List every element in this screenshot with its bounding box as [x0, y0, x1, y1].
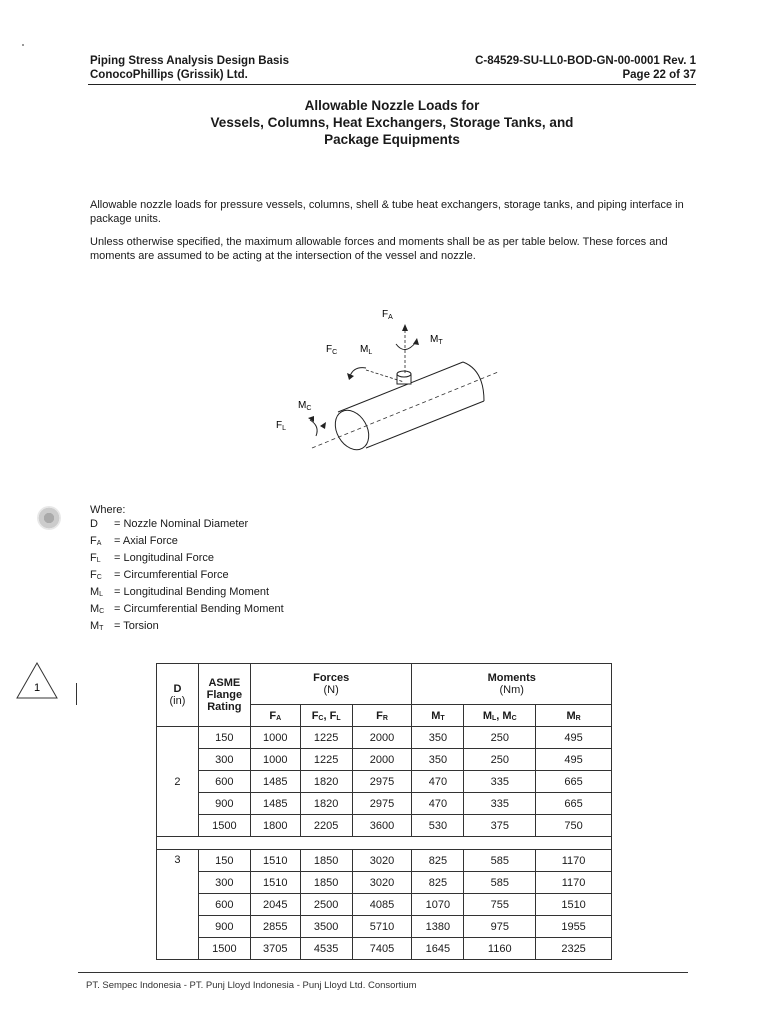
legend-item: $F_L$ = Longitudinal Force	[90, 552, 214, 564]
table-cell: 2975	[352, 793, 412, 815]
table-cell: 2000	[352, 749, 412, 771]
table-cell: 3600	[352, 815, 412, 837]
fl-label: $F_L$	[276, 420, 287, 432]
table-cell: 7405	[352, 938, 412, 960]
legend-item: $F_A$ = Axial Force	[90, 535, 178, 547]
revision-number: 1	[33, 682, 41, 694]
table-cell: 470	[412, 771, 464, 793]
table-row	[157, 850, 612, 872]
table-cell: 150	[198, 727, 250, 749]
header-right	[475, 54, 696, 82]
table-cell: 3020	[352, 872, 412, 894]
legend-item: $M_C$ = Circumferential Bending Moment	[90, 603, 284, 615]
nozzle	[397, 371, 411, 384]
header-ml-mc: $M_L$, $M_C$	[464, 705, 536, 727]
table-cell: 755	[464, 894, 536, 916]
header-mt: $M_T$	[412, 705, 464, 727]
company-name: ConocoPhillips (Grissik) Ltd.	[90, 69, 248, 81]
table-cell: 600	[198, 771, 250, 793]
mt-arrow	[413, 338, 419, 345]
table-cell: 495	[536, 749, 612, 771]
table-cell: 350	[412, 727, 464, 749]
document-number: C-84529-SU-LL0-BOD-GN-00-0001 Rev. 1	[475, 55, 696, 67]
table-cell: 1485	[250, 771, 300, 793]
table-row	[157, 815, 612, 837]
table-cell: 1000	[250, 727, 300, 749]
table-cell: 1510	[250, 872, 300, 894]
table-cell: 300	[198, 872, 250, 894]
table-cell: 1850	[300, 850, 352, 872]
table-cell: 665	[536, 771, 612, 793]
table-cell: 975	[464, 916, 536, 938]
separator-cell	[157, 837, 612, 850]
document-title-header: Piping Stress Analysis Design Basis	[90, 55, 289, 67]
table-header-row	[157, 664, 612, 705]
legend-heading: Where:	[90, 504, 126, 516]
scan-stamp-mark	[37, 506, 61, 530]
allowable-loads-table	[156, 663, 612, 960]
table-cell: 1955	[536, 916, 612, 938]
mc-rotation	[310, 420, 317, 436]
table-cell: 1500	[198, 938, 250, 960]
table-cell: 900	[198, 793, 250, 815]
section-title	[88, 97, 696, 148]
table-cell: 4535	[300, 938, 352, 960]
header-fr: $F_R$	[352, 705, 412, 727]
table-cell: 2045	[250, 894, 300, 916]
mt-label: $M_T$	[430, 334, 443, 346]
revision-bar	[76, 683, 77, 705]
d-cell: 3	[157, 850, 199, 960]
table-row	[157, 749, 612, 771]
table-cell: 1225	[300, 727, 352, 749]
table-cell: 1000	[250, 749, 300, 771]
title-line-2: Vessels, Columns, Heat Exchangers, Storage Tanks, and	[210, 115, 574, 130]
intro-paragraph: Allowable nozzle loads for pressure vessels, columns, shell & tube heat exchangers, storage tanks, and piping interface in package units.	[90, 199, 684, 225]
header-fc-fl: $F_C$, $F_L$	[300, 705, 352, 727]
table-cell: 825	[412, 872, 464, 894]
table-cell: 585	[464, 850, 536, 872]
header-divider	[88, 84, 696, 85]
table-cell: 1510	[536, 894, 612, 916]
table-cell: 495	[536, 727, 612, 749]
table-cell: 1510	[250, 850, 300, 872]
table-cell: 1500	[198, 815, 250, 837]
table-cell: 335	[464, 793, 536, 815]
header-left	[90, 54, 289, 82]
table-cell: 3020	[352, 850, 412, 872]
table-cell: 1850	[300, 872, 352, 894]
table-cell: 1820	[300, 771, 352, 793]
footer-consortium: PT. Sempec Indonesia - PT. Punj Lloyd Indonesia - Punj Lloyd Ltd. Consortium	[86, 980, 417, 991]
legend-item: $M_T$ = Torsion	[90, 620, 159, 632]
header-moments: Moments (Nm)	[412, 664, 612, 705]
table-cell: 1160	[464, 938, 536, 960]
header-mr: $M_R$	[536, 705, 612, 727]
fa-arrow	[402, 324, 408, 331]
table-cell: 1820	[300, 793, 352, 815]
footer-divider	[78, 972, 688, 973]
table-cell: 1380	[412, 916, 464, 938]
table-cell: 250	[464, 749, 536, 771]
table-cell: 1170	[536, 872, 612, 894]
table-cell: 2205	[300, 815, 352, 837]
table-row	[157, 727, 612, 749]
loads-paragraph: Unless otherwise specified, the maximum allowable forces and moments shall be as per table below. These forces and moments are assumed to be acting at the intersection of the vessel and nozzle.	[90, 236, 668, 262]
table-cell: 2975	[352, 771, 412, 793]
table-row	[157, 894, 612, 916]
revision-triangle-icon	[14, 660, 60, 702]
ml-label: $M_L$	[360, 344, 373, 356]
symbol-legend	[90, 503, 284, 636]
table-cell: 900	[198, 916, 250, 938]
table-cell: 250	[464, 727, 536, 749]
table-cell: 1070	[412, 894, 464, 916]
ml-rotation	[350, 368, 366, 376]
table-separator-row	[157, 837, 612, 850]
table-row	[157, 938, 612, 960]
title-line-3: Package Equipments	[324, 132, 460, 147]
table-cell: 300	[198, 749, 250, 771]
table-cell: 2855	[250, 916, 300, 938]
table-cell: 150	[198, 850, 250, 872]
table-cell: 1485	[250, 793, 300, 815]
table-cell: 3705	[250, 938, 300, 960]
table-cell: 585	[464, 872, 536, 894]
table-cell: 600	[198, 894, 250, 916]
header-fa: $F_A$	[250, 705, 300, 727]
header-forces: Forces (N)	[250, 664, 412, 705]
table-cell: 1800	[250, 815, 300, 837]
legend-item: $F_C$ = Circumferential Force	[90, 569, 229, 581]
legend-item: $M_L$ = Longitudinal Bending Moment	[90, 586, 270, 598]
table-cell: 665	[536, 793, 612, 815]
table-cell: 3500	[300, 916, 352, 938]
fc-label: $F_C$	[326, 344, 338, 356]
table-cell: 825	[412, 850, 464, 872]
table-cell: 750	[536, 815, 612, 837]
table-cell: 350	[412, 749, 464, 771]
header-d: D (in)	[157, 664, 199, 727]
mt-rotation	[396, 342, 416, 350]
d-cell: 2	[157, 727, 199, 837]
table-cell: 1225	[300, 749, 352, 771]
nozzle-load-diagram	[270, 300, 500, 460]
table-cell: 4085	[352, 894, 412, 916]
table-row	[157, 916, 612, 938]
table-row	[157, 771, 612, 793]
header-asme: ASME Flange Rating	[198, 664, 250, 727]
table-cell: 2325	[536, 938, 612, 960]
fl-arrow	[320, 422, 326, 429]
table-cell: 2500	[300, 894, 352, 916]
table-cell: 5710	[352, 916, 412, 938]
table-cell: 1170	[536, 850, 612, 872]
fa-label: $F_A$	[382, 309, 393, 321]
table-cell: 530	[412, 815, 464, 837]
table-cell: 2000	[352, 727, 412, 749]
title-line-1: Allowable Nozzle Loads for	[304, 98, 480, 113]
mc-label: $M_C$	[298, 400, 312, 412]
page-number: Page 22 of 37	[622, 69, 696, 81]
table-row	[157, 793, 612, 815]
table-cell: 335	[464, 771, 536, 793]
legend-item: D = Nozzle Nominal Diameter	[90, 518, 249, 530]
scan-speck	[22, 44, 24, 46]
table-cell: 1645	[412, 938, 464, 960]
table-row	[157, 872, 612, 894]
table-cell: 375	[464, 815, 536, 837]
table-cell: 470	[412, 793, 464, 815]
